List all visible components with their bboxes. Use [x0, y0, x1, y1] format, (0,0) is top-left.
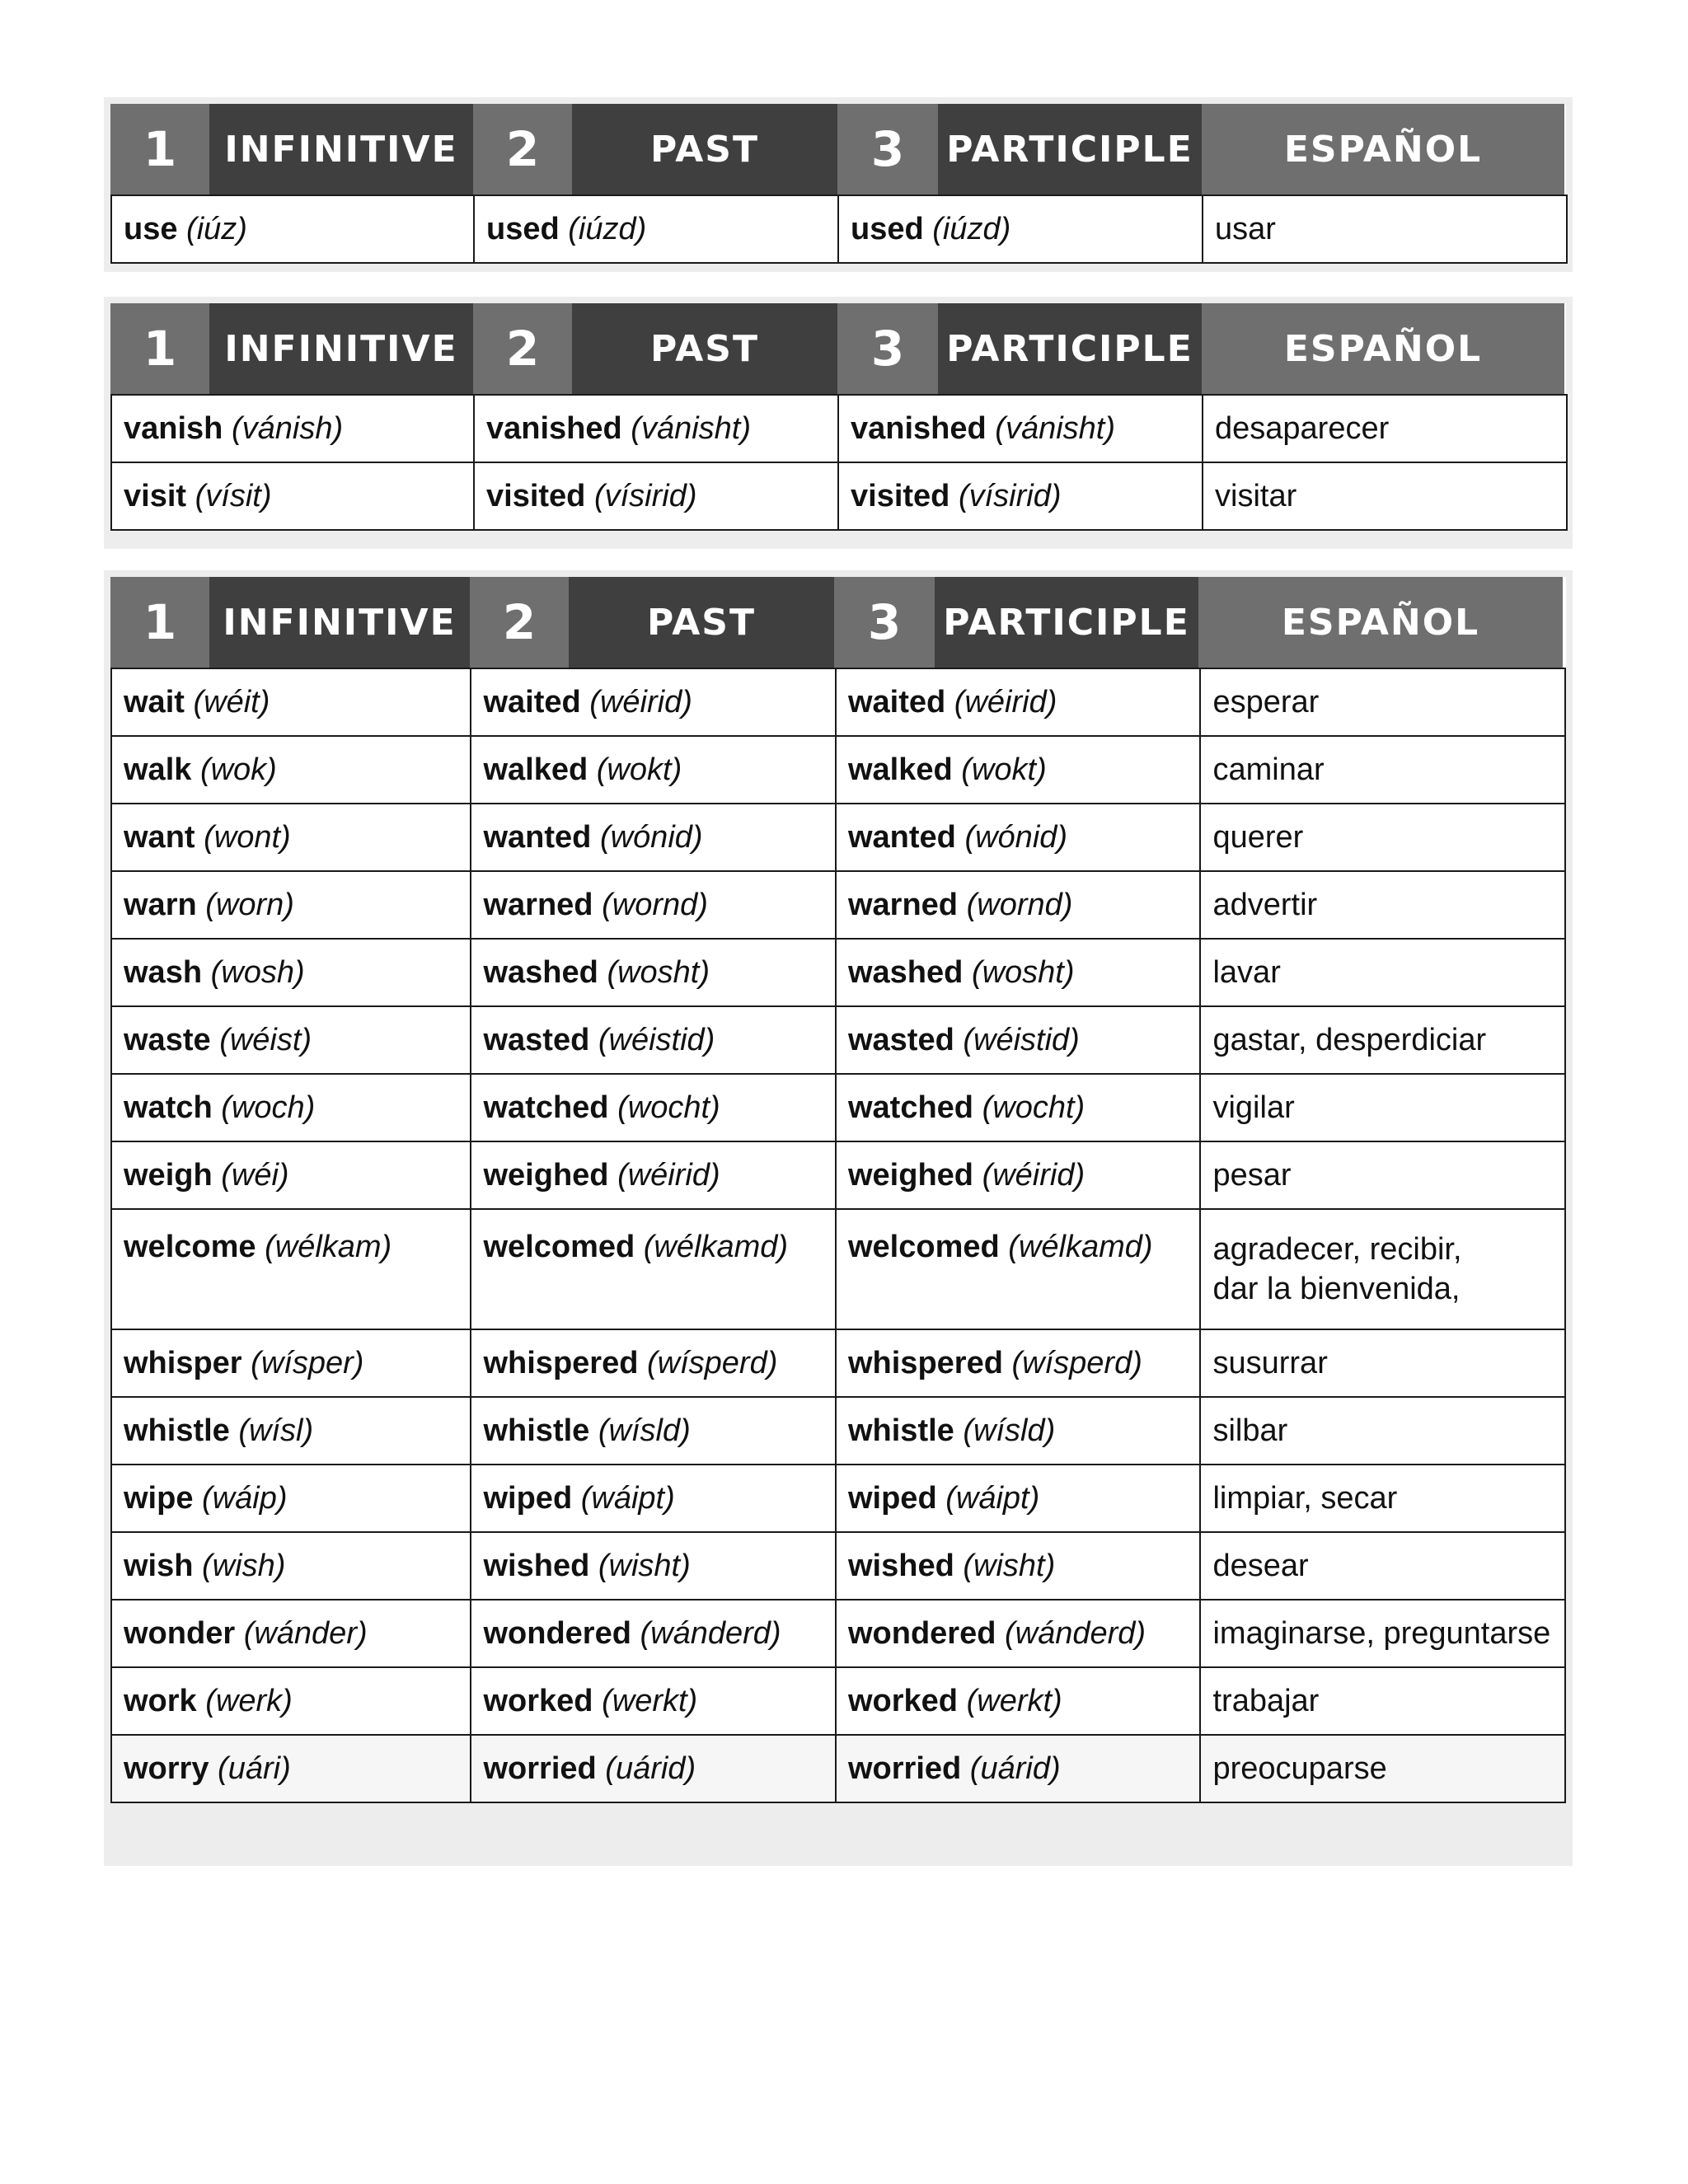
verb-word: wished [483, 1548, 590, 1583]
cell-participle [836, 871, 1201, 939]
cell-participle [836, 1735, 1201, 1802]
pronunciation: (wocht) [982, 1090, 1085, 1125]
pronunciation: (wosh) [210, 954, 305, 990]
verb-word: watched [847, 1090, 974, 1125]
verb-word: visit [124, 478, 187, 513]
spanish-translation: susurrar [1212, 1346, 1328, 1380]
pronunciation: (wisht) [598, 1548, 691, 1583]
verb-word: visited [851, 478, 950, 513]
verb-word: worry [124, 1750, 209, 1786]
column-header-espanol: ESPAÑOL [1202, 303, 1564, 394]
pronunciation: (wánder) [243, 1615, 368, 1651]
verb-word: worked [483, 1683, 593, 1718]
verb-word: waited [847, 684, 946, 719]
pronunciation: (wosht) [971, 954, 1075, 990]
cell-participle [836, 804, 1201, 871]
verb-word: vanish [124, 410, 223, 446]
cell-past [471, 1141, 836, 1209]
cell-past [471, 871, 836, 939]
pronunciation: (uárid) [969, 1750, 1061, 1786]
verb-word: wiped [847, 1480, 937, 1516]
pronunciation: (wish) [202, 1548, 286, 1583]
pronunciation: (wísper) [251, 1345, 364, 1380]
pronunciation: (wísperd) [1011, 1345, 1142, 1380]
spanish-translation: esperar [1212, 685, 1320, 719]
table-header [110, 104, 1566, 194]
verb-word: whisper [124, 1345, 242, 1380]
cell-espanol [1200, 871, 1565, 939]
verb-word: warned [847, 887, 959, 922]
cell-infinitive [111, 1532, 471, 1600]
cell-participle [838, 462, 1203, 530]
column-number-2: 2 [470, 577, 569, 668]
pronunciation: (wísperd) [647, 1345, 778, 1380]
cell-participle [836, 1600, 1201, 1667]
table-row [111, 462, 1567, 530]
spanish-translation: desaparecer [1215, 411, 1390, 446]
spanish-translation: silbar [1212, 1413, 1288, 1448]
pronunciation: (werkt) [966, 1683, 1062, 1718]
table-row [111, 395, 1567, 462]
table-row [111, 1209, 1565, 1329]
verb-table-w [104, 570, 1573, 1866]
pronunciation: (wélkam) [265, 1230, 392, 1264]
cell-espanol [1200, 1735, 1565, 1802]
pronunciation: (iúzd) [932, 211, 1011, 246]
cell-past [471, 1667, 836, 1735]
cell-participle [836, 939, 1201, 1006]
cell-participle [836, 1074, 1201, 1141]
verb-word: whispered [483, 1345, 639, 1380]
verb-word: worked [847, 1683, 959, 1718]
table-row [111, 1329, 1565, 1397]
pronunciation: (wónid) [964, 819, 1068, 855]
table-row [111, 1006, 1565, 1074]
verb-word: welcomed [847, 1230, 1000, 1264]
cell-espanol [1200, 1465, 1565, 1532]
column-header-espanol: ESPAÑOL [1202, 104, 1564, 194]
cell-past [471, 1532, 836, 1600]
verb-word: wished [847, 1548, 954, 1583]
spanish-translation: vigilar [1212, 1090, 1295, 1125]
column-header-participle: PARTICIPLE [938, 104, 1202, 194]
cell-infinitive [111, 871, 471, 939]
cell-espanol [1203, 195, 1567, 263]
column-number-1: 1 [110, 303, 209, 394]
table-inner [110, 303, 1566, 531]
spanish-translation: imaginarse, preguntarse [1212, 1616, 1551, 1651]
verb-word: weighed [483, 1157, 609, 1193]
verb-word: walk [124, 752, 192, 787]
table-row [111, 1667, 1565, 1735]
cell-espanol [1200, 668, 1565, 736]
pronunciation: (vísit) [195, 478, 272, 513]
spanish-translation: pesar [1212, 1158, 1292, 1193]
cell-infinitive [111, 668, 471, 736]
verb-table-use [104, 97, 1573, 272]
cell-espanol [1200, 1600, 1565, 1667]
verb-word: worried [847, 1750, 962, 1786]
pronunciation: (wéistid) [598, 1022, 715, 1057]
verb-word: whistle [847, 1413, 954, 1448]
cell-infinitive [111, 1667, 471, 1735]
table-row [111, 1397, 1565, 1465]
cell-participle [836, 1397, 1201, 1465]
cell-infinitive [111, 1329, 471, 1397]
cell-infinitive [111, 1141, 471, 1209]
cell-past [471, 736, 836, 804]
verb-word: warned [483, 887, 593, 922]
verb-table-v [104, 297, 1573, 549]
pronunciation: (wánderd) [1005, 1615, 1146, 1651]
verb-word: wish [124, 1548, 194, 1583]
pronunciation: (wísld) [598, 1413, 691, 1448]
spanish-translation: usar [1215, 212, 1276, 246]
spanish-translation: trabajar [1212, 1684, 1320, 1718]
cell-espanol [1200, 804, 1565, 871]
cell-infinitive [111, 462, 474, 530]
pronunciation: (wornd) [966, 887, 1073, 922]
pronunciation: (uári) [218, 1750, 291, 1786]
pronunciation: (wéistid) [963, 1022, 1080, 1057]
pronunciation: (iúzd) [568, 211, 647, 246]
table-row [111, 1532, 1565, 1600]
column-header-past: PAST [572, 303, 837, 394]
cell-past [471, 1465, 836, 1532]
cell-espanol [1200, 1329, 1565, 1397]
table-row [111, 871, 1565, 939]
spanish-translation: agradecer, recibir, dar la bienvenida, [1212, 1232, 1462, 1306]
verb-rows [110, 394, 1568, 531]
spanish-translation: caminar [1212, 752, 1325, 787]
table-inner [110, 104, 1566, 264]
cell-past [471, 1209, 836, 1329]
cell-espanol [1200, 1397, 1565, 1465]
table-row [111, 1465, 1565, 1532]
cell-espanol [1203, 462, 1567, 530]
cell-espanol [1200, 736, 1565, 804]
table-row [111, 668, 1565, 736]
cell-past [474, 395, 838, 462]
cell-past [471, 1329, 836, 1397]
verb-word: warn [124, 887, 197, 922]
cell-participle [836, 668, 1201, 736]
cell-participle [836, 1465, 1201, 1532]
column-header-past: PAST [572, 104, 837, 194]
pronunciation: (vísirid) [958, 478, 1062, 513]
pronunciation: (iúz) [186, 211, 247, 246]
table-row [111, 1141, 1565, 1209]
table-row [111, 939, 1565, 1006]
column-header-participle: PARTICIPLE [935, 577, 1198, 668]
verb-word: used [851, 211, 924, 246]
pronunciation: (wéirid) [982, 1157, 1085, 1193]
cell-past [471, 1397, 836, 1465]
pronunciation: (wokt) [961, 752, 1047, 787]
table-inner [110, 577, 1566, 1803]
pronunciation: (wéirid) [617, 1157, 720, 1193]
verb-word: wondered [483, 1615, 631, 1651]
table-row [111, 736, 1565, 804]
cell-past [471, 668, 836, 736]
verb-word: wanted [483, 819, 592, 855]
cell-infinitive [111, 1600, 471, 1667]
verb-word: wonder [124, 1615, 236, 1651]
cell-espanol [1200, 1209, 1565, 1329]
verb-word: wait [124, 684, 185, 719]
pronunciation: (wok) [199, 752, 277, 787]
spanish-translation: advertir [1212, 888, 1318, 922]
verb-word: welcome [124, 1230, 256, 1264]
cell-infinitive [111, 736, 471, 804]
verb-word: vanished [486, 410, 622, 446]
cell-infinitive [111, 1397, 471, 1465]
column-number-2: 2 [473, 104, 572, 194]
verb-word: worried [483, 1750, 597, 1786]
table-row [111, 1074, 1565, 1141]
pronunciation: (wónid) [599, 819, 703, 855]
cell-participle [836, 1329, 1201, 1397]
cell-infinitive [111, 395, 474, 462]
table-header [110, 577, 1566, 668]
spanish-translation: limpiar, secar [1212, 1481, 1398, 1516]
cell-participle [838, 195, 1203, 263]
verb-word: want [124, 819, 195, 855]
cell-espanol [1200, 1667, 1565, 1735]
table-row [111, 804, 1565, 871]
verb-word: wipe [124, 1480, 194, 1516]
cell-infinitive [111, 1465, 471, 1532]
cell-past [471, 939, 836, 1006]
verb-word: vanished [851, 410, 987, 446]
pronunciation: (wáip) [202, 1480, 288, 1516]
cell-past [474, 462, 838, 530]
cell-past [471, 1074, 836, 1141]
cell-infinitive [111, 1006, 471, 1074]
column-number-1: 1 [110, 577, 209, 668]
pronunciation: (wéi) [221, 1157, 289, 1193]
column-number-1: 1 [110, 104, 209, 194]
verb-rows [110, 668, 1566, 1803]
verb-word: work [124, 1683, 197, 1718]
verb-word: whispered [847, 1345, 1003, 1380]
pronunciation: (wánderd) [640, 1615, 781, 1651]
verb-word: watched [483, 1090, 609, 1125]
cell-infinitive [111, 1074, 471, 1141]
pronunciation: (wocht) [617, 1090, 720, 1125]
column-header-infinitive: INFINITIVE [209, 104, 473, 194]
verb-word: visited [486, 478, 586, 513]
pronunciation: (uárid) [605, 1750, 696, 1786]
verb-word: wanted [847, 819, 956, 855]
column-header-past: PAST [569, 577, 834, 668]
cell-participle [836, 1532, 1201, 1600]
cell-participle [836, 736, 1201, 804]
pronunciation: (wáipt) [580, 1480, 675, 1516]
cell-espanol [1200, 1141, 1565, 1209]
verb-word: use [124, 211, 178, 246]
column-number-3: 3 [834, 577, 935, 668]
verb-word: whistle [483, 1413, 590, 1448]
column-header-participle: PARTICIPLE [938, 303, 1202, 394]
pronunciation: (vísirid) [593, 478, 697, 513]
verb-word: weighed [847, 1157, 974, 1193]
spanish-translation: gastar, desperdiciar [1212, 1023, 1487, 1057]
verb-word: walked [847, 752, 953, 787]
cell-espanol [1200, 1006, 1565, 1074]
cell-participle [838, 395, 1203, 462]
column-header-infinitive: INFINITIVE [209, 577, 470, 668]
cell-infinitive [111, 1735, 471, 1802]
verb-word: wasted [483, 1022, 590, 1057]
pronunciation: (vánisht) [995, 410, 1116, 446]
cell-participle [836, 1667, 1201, 1735]
pronunciation: (vánisht) [631, 410, 752, 446]
column-header-espanol: ESPAÑOL [1198, 577, 1563, 668]
pronunciation: (wélkamd) [1008, 1230, 1153, 1264]
pronunciation: (werk) [205, 1683, 293, 1718]
column-number-2: 2 [473, 303, 572, 394]
cell-past [471, 804, 836, 871]
verb-word: wiped [483, 1480, 573, 1516]
verb-word: washed [483, 954, 598, 990]
cell-espanol [1200, 939, 1565, 1006]
pronunciation: (wélkamd) [643, 1230, 789, 1264]
table-row [111, 1735, 1565, 1802]
spanish-translation: preocuparse [1212, 1751, 1387, 1786]
spanish-translation: desear [1212, 1549, 1309, 1583]
pronunciation: (wéirid) [954, 684, 1057, 719]
column-number-3: 3 [837, 104, 938, 194]
spanish-translation: lavar [1212, 955, 1281, 990]
pronunciation: (wáipt) [945, 1480, 1040, 1516]
verb-word: whistle [124, 1413, 230, 1448]
pronunciation: (worn) [205, 887, 294, 922]
pronunciation: (wokt) [596, 752, 682, 787]
cell-past [471, 1006, 836, 1074]
pronunciation: (wosht) [607, 954, 710, 990]
pronunciation: (werkt) [602, 1683, 698, 1718]
pronunciation: (wont) [204, 819, 291, 855]
cell-infinitive [111, 939, 471, 1006]
verb-word: waited [483, 684, 581, 719]
verb-rows [110, 194, 1568, 264]
pronunciation: (wisht) [963, 1548, 1056, 1583]
verb-word: waste [124, 1022, 211, 1057]
column-number-3: 3 [837, 303, 938, 394]
cell-infinitive [111, 1209, 471, 1329]
pronunciation: (wísl) [238, 1413, 314, 1448]
verb-word: wondered [847, 1615, 996, 1651]
cell-espanol [1200, 1532, 1565, 1600]
pronunciation: (wéirid) [589, 684, 692, 719]
cell-participle [836, 1006, 1201, 1074]
verb-word: washed [847, 954, 964, 990]
cell-past [471, 1600, 836, 1667]
column-header-infinitive: INFINITIVE [209, 303, 473, 394]
verb-word: welcomed [483, 1230, 635, 1264]
cell-infinitive [111, 804, 471, 871]
verb-word: used [486, 211, 560, 246]
cell-participle [836, 1209, 1201, 1329]
verb-word: walked [483, 752, 588, 787]
spanish-translation: visitar [1215, 479, 1297, 513]
pronunciation: (wéit) [193, 684, 270, 719]
table-row [111, 1600, 1565, 1667]
verb-word: weigh [124, 1157, 213, 1193]
pronunciation: (wéist) [219, 1022, 312, 1057]
table-header [110, 303, 1566, 394]
spanish-translation: querer [1212, 820, 1304, 855]
cell-participle [836, 1141, 1201, 1209]
verb-word: wasted [847, 1022, 954, 1057]
verb-word: wash [124, 954, 203, 990]
pronunciation: (vánish) [231, 410, 344, 446]
table-row [111, 195, 1567, 263]
pronunciation: (wornd) [602, 887, 708, 922]
cell-past [471, 1735, 836, 1802]
pronunciation: (wísld) [963, 1413, 1056, 1448]
pronunciation: (woch) [221, 1090, 316, 1125]
verb-word: watch [124, 1090, 213, 1125]
cell-past [474, 195, 838, 263]
cell-espanol [1203, 395, 1567, 462]
cell-infinitive [111, 195, 474, 263]
cell-espanol [1200, 1074, 1565, 1141]
